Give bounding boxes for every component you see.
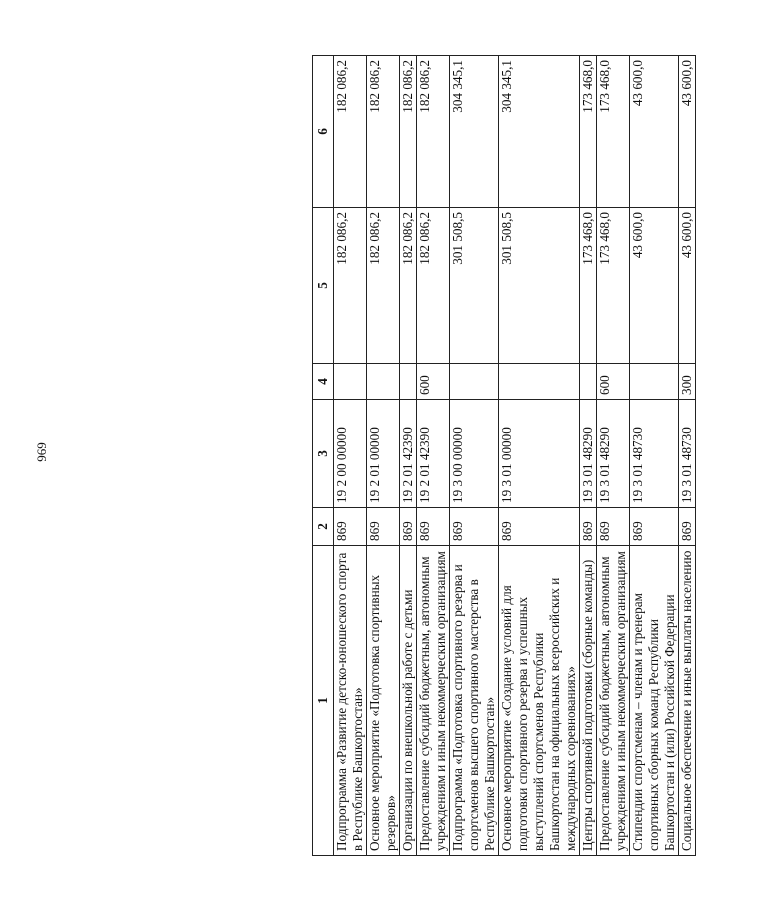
table-cell (580, 364, 597, 400)
budget-table (312, 55, 696, 856)
table-cell: 182 086,2 (334, 208, 367, 364)
table-cell: 869 (679, 508, 696, 546)
table-cell: 869 (417, 508, 450, 546)
table-header-row (313, 56, 334, 856)
table-row (630, 56, 679, 856)
table-cell: 19 2 01 42390 (400, 400, 417, 508)
table-cell: Предоставление субсидий бюджетным, автономным учреждениям и иным некоммерческим организациям (417, 546, 450, 856)
table-cell: 19 2 01 42390 (417, 400, 450, 508)
table-cell: 19 3 01 48730 (630, 400, 679, 508)
table-cell (630, 364, 679, 400)
table-cell: 304 345,1 (450, 56, 499, 208)
table-cell: 869 (367, 508, 400, 546)
column-header: 1 (313, 546, 334, 856)
table-cell: 43 600,0 (630, 56, 679, 208)
table-cell: 19 3 01 48730 (679, 400, 696, 508)
table-cell (450, 364, 499, 400)
table-row (367, 56, 400, 856)
table-cell: 19 2 00 00000 (334, 400, 367, 508)
table-cell: 173 468,0 (597, 56, 630, 208)
table-cell: 869 (334, 508, 367, 546)
table-cell: 869 (499, 508, 580, 546)
table-cell: 43 600,0 (630, 208, 679, 364)
table-cell: Подпрограмма «Развитие детско-юношеского спорта в Республике Башкортостан» (334, 546, 367, 856)
table-cell: 182 086,2 (417, 208, 450, 364)
table-cell: 19 3 01 48290 (597, 400, 630, 508)
table-row (499, 56, 580, 856)
table-cell: 869 (597, 508, 630, 546)
column-header: 3 (313, 400, 334, 508)
table-cell: 182 086,2 (400, 208, 417, 364)
column-header: 2 (313, 508, 334, 546)
table-cell (334, 364, 367, 400)
table-row (580, 56, 597, 856)
table-cell: 182 086,2 (334, 56, 367, 208)
table-cell: Основное мероприятие «Создание условий для подготовки спортивного резерва и успешных выступлений спортсменов Республики Башкортостан на официальных всероссийских и международных соревнованиях» (499, 546, 580, 856)
table-cell (367, 364, 400, 400)
table-cell: 869 (450, 508, 499, 546)
table-cell: Организации по внешкольной работе с детьми (400, 546, 417, 856)
table-cell: 182 086,2 (400, 56, 417, 208)
table-cell: 600 (597, 364, 630, 400)
table-row (400, 56, 417, 856)
table-row (679, 56, 696, 856)
page-number: 969 (34, 442, 49, 462)
table-cell: Социальное обеспечение и иные выплаты населению (679, 546, 696, 856)
table-cell (499, 364, 580, 400)
table-cell: Подпрограмма «Подготовка спортивного резерва и спортсменов высшего спортивного мастерства в Республике Башкортостан» (450, 546, 499, 856)
column-header: 5 (313, 208, 334, 364)
column-header: 6 (313, 56, 334, 208)
table-cell: 869 (630, 508, 679, 546)
column-header: 4 (313, 364, 334, 400)
table-cell: 301 508,5 (499, 208, 580, 364)
table-row (334, 56, 367, 856)
table-cell: 19 2 01 00000 (367, 400, 400, 508)
table-cell: 182 086,2 (367, 208, 400, 364)
table-row (417, 56, 450, 856)
table-cell (400, 364, 417, 400)
table-cell: 19 3 01 00000 (499, 400, 580, 508)
table-cell: Стипендии спортсменам – членам и тренерам спортивных сборных команд Республики Башкортостан и (или) Российской Федерации (630, 546, 679, 856)
table-row (597, 56, 630, 856)
table-cell: 19 3 00 00000 (450, 400, 499, 508)
table-cell: 43 600,0 (679, 56, 696, 208)
table-cell: Основное мероприятие «Подготовка спортивных резервов» (367, 546, 400, 856)
table-cell: 173 468,0 (597, 208, 630, 364)
table-cell: 600 (417, 364, 450, 400)
table-cell: 300 (679, 364, 696, 400)
table-cell: 869 (580, 508, 597, 546)
table-cell: 173 468,0 (580, 56, 597, 208)
table-cell: 304 345,1 (499, 56, 580, 208)
table-cell: 301 508,5 (450, 208, 499, 364)
table-cell: 19 3 01 48290 (580, 400, 597, 508)
table-cell: 43 600,0 (679, 208, 696, 364)
table-cell: Предоставление субсидий бюджетным, автономным учреждениям и иным некоммерческим организациям (597, 546, 630, 856)
table-cell: 182 086,2 (367, 56, 400, 208)
table-cell: Центры спортивной подготовки (сборные команды) (580, 546, 597, 856)
table-row (450, 56, 499, 856)
table-cell: 173 468,0 (580, 208, 597, 364)
table-cell: 869 (400, 508, 417, 546)
table-cell: 182 086,2 (417, 56, 450, 208)
budget-table-sheet (312, 56, 772, 856)
